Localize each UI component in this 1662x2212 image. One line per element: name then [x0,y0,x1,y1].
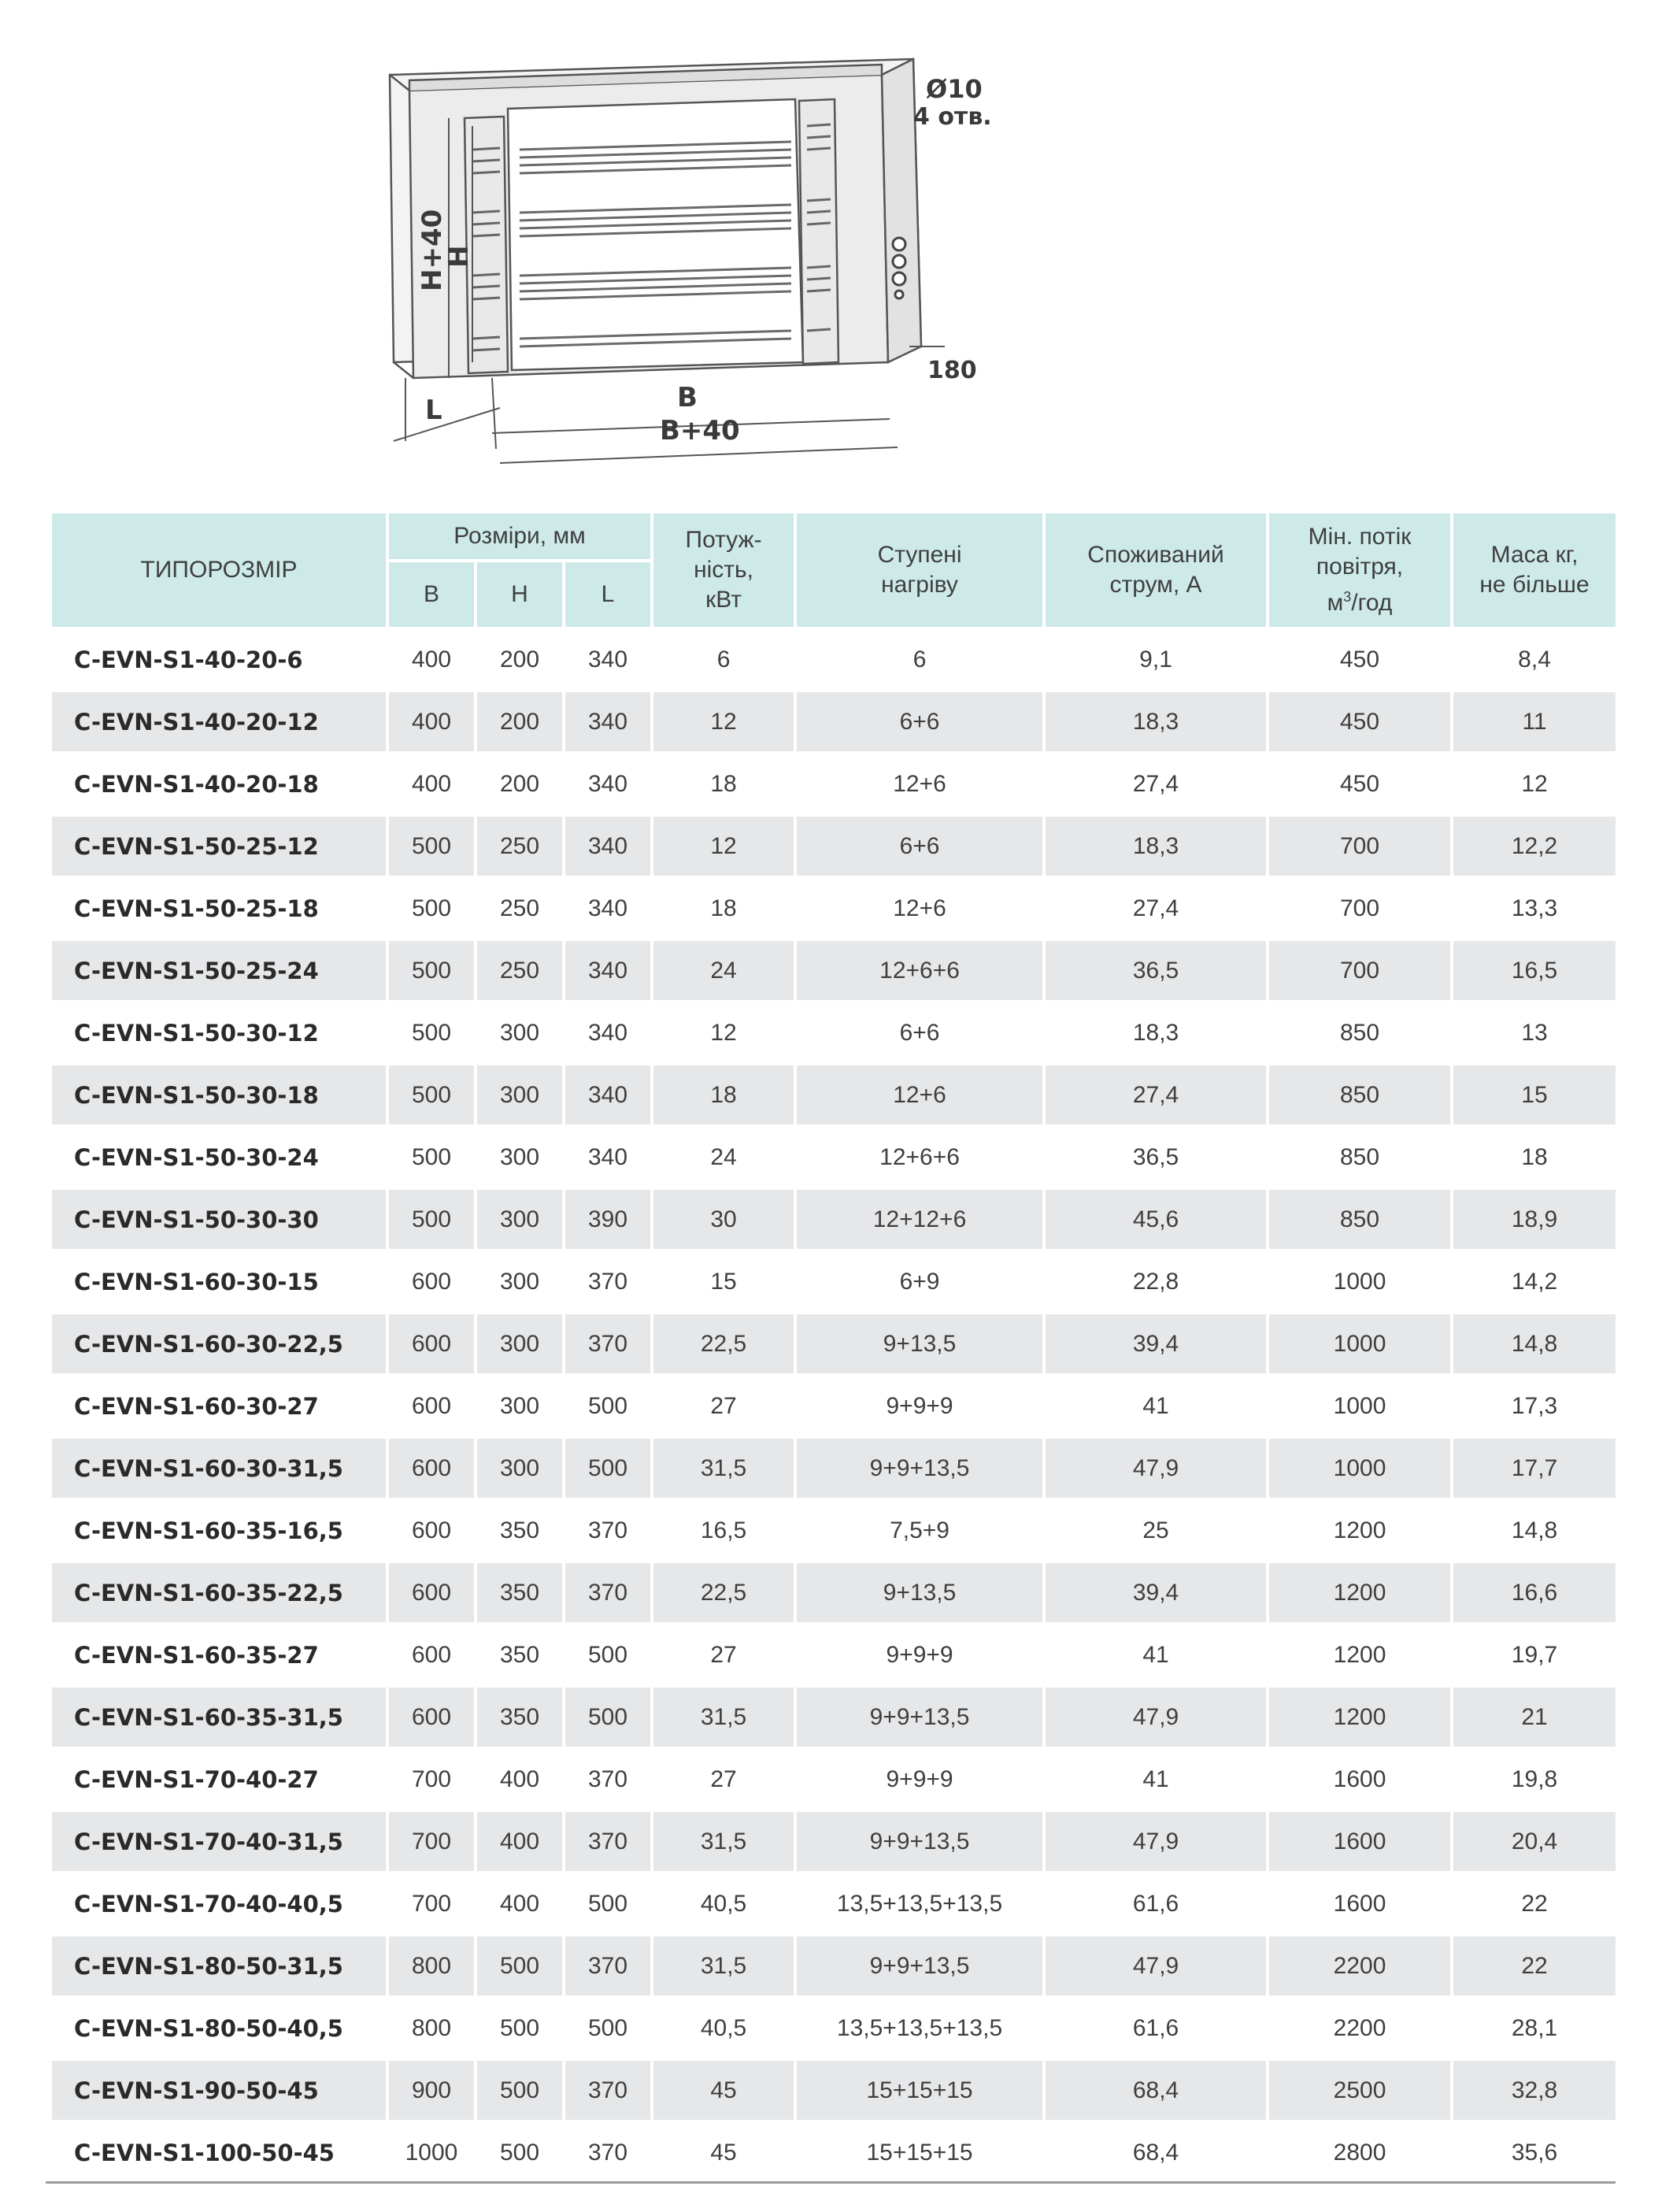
table-row [52,630,1616,689]
cell-current: 47,9 [1046,1812,1266,1871]
table-row [52,1314,1616,1373]
cell-h: 300 [477,1439,562,1498]
cell-airflow: 2200 [1269,1936,1450,1995]
cell-b: 400 [411,770,452,797]
cell-power: 27 [710,1392,737,1419]
cell-l: 340 [565,941,650,1000]
cell-airflow: 2200 [1333,2014,1386,2041]
heater-drawing-svg [362,31,992,472]
header-airflow: Мін. потік повітря, $м^3$/год [1269,513,1450,627]
cell-power: 22,5 [653,1314,794,1373]
cell-current: 27,4 [1046,1065,1266,1125]
cell-stages: 12+6 [797,1065,1042,1125]
cell-l: 340 [565,1065,650,1125]
cell-h: 300 [477,1190,562,1249]
cell-airflow: 1600 [1269,1812,1450,1871]
cell-b: 600 [411,1268,452,1295]
cell-power: 31,5 [653,1812,794,1871]
table-row [52,941,1616,1000]
cell-airflow: 1600 [1333,1766,1386,1792]
cell-current: 25 [1142,1517,1169,1543]
table-row [52,1688,1616,1747]
cell-h: 400 [477,1812,562,1871]
cell-l: 370 [565,1936,650,1995]
cell-stages: 13,5+13,5+13,5 [836,2014,1003,2041]
cell-h: 200 [477,692,562,751]
table-row [52,1501,1616,1560]
cell-h: 500 [477,2061,562,2120]
cell-stages: 9+13,5 [797,1563,1042,1622]
cell-airflow: 450 [1269,692,1450,751]
table-row [52,2061,1616,2120]
cell-mass: 14,2 [1511,1268,1558,1295]
cell-current: 36,5 [1046,941,1266,1000]
cell-model: C-EVN-S1-50-30-18 [52,1065,386,1125]
header-stages: Ступені нагріву [797,513,1042,627]
cell-current: 22,8 [1132,1268,1179,1295]
cell-power: 31,5 [653,1936,794,1995]
cell-power: 31,5 [653,1688,794,1747]
cell-b: 500 [389,941,474,1000]
cell-power: 40,5 [700,1890,747,1917]
cell-model: C-EVN-S1-60-30-15 [74,1268,319,1295]
table-row [52,1376,1616,1436]
cell-h: 350 [477,1688,562,1747]
cell-b: 400 [411,646,452,672]
header-h: H [477,562,562,627]
depth-180-label: 180 [927,357,977,384]
cell-l: 500 [587,1641,628,1668]
cell-model: C-EVN-S1-50-25-12 [52,817,386,876]
cell-h: 250 [477,941,562,1000]
cell-airflow: 850 [1340,1019,1380,1046]
cell-current: 27,4 [1132,895,1179,921]
cell-l: 340 [587,770,628,797]
cell-power: 18 [710,770,737,797]
cell-b: 500 [389,1065,474,1125]
cell-l: 500 [587,1890,628,1917]
cell-airflow: 1200 [1333,1517,1386,1543]
cell-stages: 9+9+13,5 [797,1439,1042,1498]
cell-b: 700 [389,1812,474,1871]
cell-mass: 18,9 [1453,1190,1616,1249]
cell-mass: 16,5 [1453,941,1616,1000]
cell-mass: 8,4 [1518,646,1551,672]
cell-l: 500 [565,1688,650,1747]
cell-stages: 9+13,5 [797,1314,1042,1373]
table-body [52,630,1616,2182]
cell-power: 27 [710,1766,737,1792]
cell-mass: 15 [1453,1065,1616,1125]
cell-stages: 9+9+9 [886,1766,953,1792]
cell-current: 41 [1142,1766,1169,1792]
cell-l: 370 [587,1268,628,1295]
cell-airflow: 1000 [1333,1392,1386,1419]
cell-mass: 22 [1521,1890,1548,1917]
cell-stages: 6 [912,646,927,672]
cell-mass: 20,4 [1453,1812,1616,1871]
header-power: Потуж- ність, кВт [653,513,794,627]
cell-mass: 22 [1453,1936,1616,1995]
cell-airflow: 1000 [1269,1439,1450,1498]
cell-power: 16,5 [700,1517,747,1543]
cell-model: C-EVN-S1-50-25-24 [52,941,386,1000]
cell-l: 340 [587,1143,628,1170]
cell-current: 41 [1142,1392,1169,1419]
cell-b: 500 [411,1143,452,1170]
cell-power: 24 [710,1143,737,1170]
cell-airflow: 850 [1340,1143,1380,1170]
cell-power: 30 [653,1190,794,1249]
table-row [52,692,1616,751]
cell-b: 600 [389,1439,474,1498]
cell-l: 340 [587,1019,628,1046]
table-row [52,1439,1616,1498]
cell-l: 500 [587,2014,628,2041]
header-mass: Маса кг, не більше [1453,513,1616,627]
cell-airflow: 450 [1340,646,1380,672]
cell-mass: 18 [1521,1143,1548,1170]
table-row [52,1252,1616,1311]
cell-stages: 6+6 [899,1019,940,1046]
cell-current: 39,4 [1046,1314,1266,1373]
header-l: L [565,562,650,627]
cell-l: 370 [565,2061,650,2120]
cell-power: 12 [710,1019,737,1046]
cell-current: 68,4 [1132,2139,1179,2166]
cell-power: 6 [716,646,731,672]
cell-airflow: 1600 [1333,1890,1386,1917]
cell-b: 1000 [405,2139,458,2166]
cell-model: C-EVN-S1-50-30-30 [52,1190,386,1249]
cell-power: 45 [710,2139,737,2166]
cell-h: 350 [477,1563,562,1622]
cell-model: C-EVN-S1-100-50-45 [74,2139,335,2166]
cell-current: 61,6 [1132,2014,1179,2041]
cell-mass: 19,7 [1511,1641,1558,1668]
cell-b: 800 [411,2014,452,2041]
cell-l: 390 [565,1190,650,1249]
cell-b: 800 [389,1936,474,1995]
cell-current: 47,9 [1046,1439,1266,1498]
header-b: B [389,562,474,627]
cell-stages: 12+6 [893,895,946,921]
cell-model: C-EVN-S1-70-40-40,5 [74,1890,343,1917]
cell-b: 500 [389,1190,474,1249]
cell-power: 18 [710,895,737,921]
cell-b: 700 [411,1890,452,1917]
cell-l: 370 [587,1517,628,1543]
cell-h: 300 [477,1065,562,1125]
cell-current: 47,9 [1046,1688,1266,1747]
cell-airflow: 450 [1340,770,1380,797]
cell-airflow: 1000 [1269,1314,1450,1373]
cell-b: 600 [389,1314,474,1373]
cell-h: 300 [499,1268,540,1295]
cell-current: 18,3 [1046,692,1266,751]
cell-h: 500 [477,1936,562,1995]
h-label: H [443,245,475,268]
cell-power: 31,5 [653,1439,794,1498]
cell-model: C-EVN-S1-80-50-31,5 [52,1936,386,1995]
cell-mass: 17,3 [1511,1392,1558,1419]
cell-mass: 14,8 [1453,1314,1616,1373]
cell-l: 370 [587,2139,628,2166]
cell-b: 600 [389,1563,474,1622]
cell-stages: 13,5+13,5+13,5 [836,1890,1003,1917]
cell-l: 340 [587,646,628,672]
cell-h: 400 [499,1890,540,1917]
cell-mass: 14,8 [1511,1517,1558,1543]
cell-mass: 28,1 [1511,2014,1558,2041]
hole-diameter-label: Ø10 [926,74,983,104]
header-dimensions-group: Розміри, мм [389,513,650,559]
cell-airflow: 700 [1269,817,1450,876]
cell-model: C-EVN-S1-40-20-18 [74,770,319,798]
cell-current: 68,4 [1046,2061,1266,2120]
cell-h: 300 [499,1019,540,1046]
cell-airflow: 2500 [1269,2061,1450,2120]
b40-label: B+40 [660,415,740,446]
cell-l: 340 [565,817,650,876]
cell-b: 500 [411,1019,452,1046]
cell-stages: 9+9+13,5 [797,1812,1042,1871]
cell-current: 61,6 [1132,1890,1179,1917]
table-row [52,879,1616,938]
cell-model: C-EVN-S1-70-40-31,5 [52,1812,386,1871]
cell-model: C-EVN-S1-40-20-12 [52,692,386,751]
cell-stages: 12+6+6 [879,1143,960,1170]
cell-mass: 19,8 [1511,1766,1558,1792]
b-label: B [677,382,698,413]
cell-current: 9,1 [1139,646,1172,672]
cell-b: 600 [411,1392,452,1419]
cell-stages: 6+6 [797,692,1042,751]
table-row [52,1128,1616,1187]
cell-airflow: 1200 [1269,1688,1450,1747]
cell-h: 300 [499,1392,540,1419]
cell-stages: 15+15+15 [866,2139,973,2166]
h40-label: H+40 [416,209,448,291]
cell-model: C-EVN-S1-60-35-31,5 [52,1688,386,1747]
cell-b: 400 [389,692,474,751]
cell-stages: 12+6+6 [797,941,1042,1000]
cell-current: 47,9 [1046,1936,1266,1995]
cell-h: 250 [499,895,540,921]
cell-h: 200 [499,770,540,797]
table-row [52,1563,1616,1622]
cell-current: 27,4 [1132,770,1179,797]
cell-stages: 6+9 [899,1268,940,1295]
cell-h: 500 [499,2139,540,2166]
table-row [52,1003,1616,1062]
cell-b: 600 [411,1517,452,1543]
cell-l: 340 [587,895,628,921]
cell-power: 27 [710,1641,737,1668]
table-row [52,1625,1616,1684]
cell-airflow: 1000 [1333,1268,1386,1295]
table-row [52,1812,1616,1871]
hole-count-label: 4 отв. [913,103,992,131]
cell-h: 500 [499,2014,540,2041]
specification-table [49,510,1619,2185]
cell-model: C-EVN-S1-50-30-24 [74,1143,319,1171]
cell-model: C-EVN-S1-50-30-12 [74,1019,319,1047]
cell-airflow: 1200 [1333,1641,1386,1668]
cell-model: C-EVN-S1-70-40-27 [74,1766,319,1793]
cell-stages: 6+6 [797,817,1042,876]
cell-model: C-EVN-S1-80-50-40,5 [74,2014,343,2042]
cell-airflow: 700 [1269,941,1450,1000]
cell-current: 41 [1142,1641,1169,1668]
cell-model: C-EVN-S1-60-30-27 [74,1392,319,1420]
heater-technical-drawing [362,31,992,472]
cell-mass: 17,7 [1453,1439,1616,1498]
cell-airflow: 1200 [1269,1563,1450,1622]
table-row [52,754,1616,813]
cell-power: 12 [653,692,794,751]
cell-power: 24 [653,941,794,1000]
cell-power: 45 [653,2061,794,2120]
cell-stages: 9+9+9 [886,1641,953,1668]
cell-l: 500 [565,1439,650,1498]
cell-mass: 21 [1453,1688,1616,1747]
cell-h: 250 [477,817,562,876]
table-row [52,2123,1616,2182]
cell-mass: 12,2 [1453,817,1616,876]
bottom-divider [46,2181,1616,2184]
header-current: Споживаний струм, А [1046,513,1266,627]
cell-model: C-EVN-S1-90-50-45 [52,2061,386,2120]
cell-mass: 13 [1521,1019,1548,1046]
cell-mass: 16,6 [1453,1563,1616,1622]
cell-current: 39,4 [1046,1563,1266,1622]
table-row [52,1750,1616,1809]
cell-current: 45,6 [1046,1190,1266,1249]
cell-mass: 35,6 [1511,2139,1558,2166]
cell-l: 370 [565,1314,650,1373]
table-row [52,1065,1616,1125]
cell-b: 500 [411,895,452,921]
cell-l: 340 [565,692,650,751]
cell-h: 350 [499,1641,540,1668]
cell-model: C-EVN-S1-60-30-31,5 [52,1439,386,1498]
table-row [52,817,1616,876]
cell-model: C-EVN-S1-50-25-18 [74,895,319,922]
cell-b: 700 [411,1766,452,1792]
table-row [52,1936,1616,1995]
cell-h: 400 [499,1766,540,1792]
cell-stages: 15+15+15 [797,2061,1042,2120]
cell-h: 350 [499,1517,540,1543]
cell-model: C-EVN-S1-60-35-16,5 [74,1517,343,1544]
cell-airflow: 850 [1269,1190,1450,1249]
cell-b: 600 [411,1641,452,1668]
cell-power: 18 [653,1065,794,1125]
cell-h: 300 [477,1314,562,1373]
table-row [52,1190,1616,1249]
cell-h: 200 [499,646,540,672]
cell-power: 40,5 [700,2014,747,2041]
cell-mass: 12 [1521,770,1548,797]
cell-stages: 12+6 [893,770,946,797]
cell-power: 22,5 [653,1563,794,1622]
cell-l: 370 [565,1563,650,1622]
cell-mass: 11 [1453,692,1616,751]
cell-power: 15 [710,1268,737,1295]
cell-stages: 12+12+6 [797,1190,1042,1249]
cell-stages: 7,5+9 [890,1517,949,1543]
table-row [52,1874,1616,1933]
table-row [52,1999,1616,2058]
cell-mass: 13,3 [1511,895,1558,921]
cell-airflow: 700 [1340,895,1380,921]
cell-stages: 9+9+9 [886,1392,953,1419]
header-model: ТИПОРОЗМІР [52,513,386,627]
cell-current: 36,5 [1132,1143,1179,1170]
cell-h: 300 [499,1143,540,1170]
cell-b: 900 [389,2061,474,2120]
cell-airflow: 2800 [1333,2139,1386,2166]
l-label: L [425,395,442,426]
cell-b: 600 [389,1688,474,1747]
cell-b: 500 [389,817,474,876]
cell-l: 500 [587,1392,628,1419]
cell-airflow: 850 [1269,1065,1450,1125]
cell-model: C-EVN-S1-40-20-6 [74,646,303,673]
cell-model: C-EVN-S1-60-35-22,5 [52,1563,386,1622]
cell-l: 370 [565,1812,650,1871]
cell-current: 18,3 [1046,817,1266,876]
cell-current: 18,3 [1132,1019,1179,1046]
cell-stages: 9+9+13,5 [797,1936,1042,1995]
cell-model: C-EVN-S1-60-35-27 [74,1641,319,1669]
cell-l: 370 [587,1766,628,1792]
cell-mass: 32,8 [1453,2061,1616,2120]
cell-stages: 9+9+13,5 [797,1688,1042,1747]
cell-power: 12 [653,817,794,876]
cell-model: C-EVN-S1-60-30-22,5 [52,1314,386,1373]
